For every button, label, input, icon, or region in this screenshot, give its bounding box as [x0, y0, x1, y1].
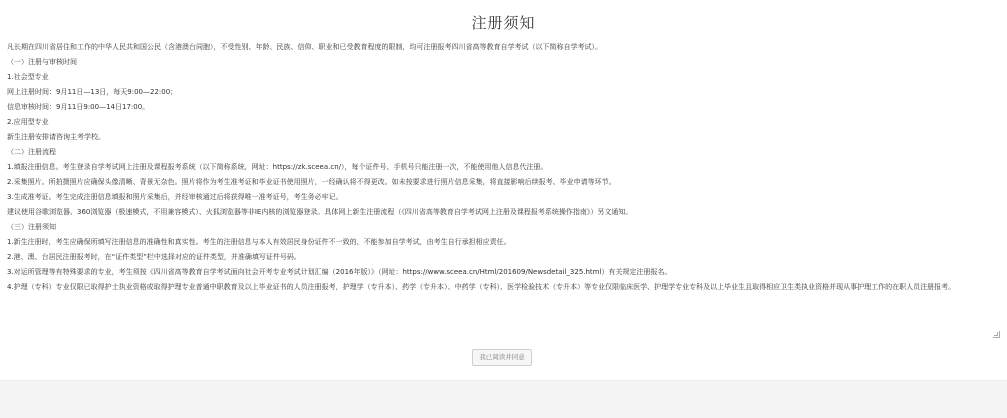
notice-line: 凡长期在四川省居住和工作的中华人民共和国公民（含港澳台同胞），不受性别、年龄、民族、信仰、职业和已受教育程度的限制，均可注册报考四川省高等教育自学考试（以下简称自学考试）。 [7, 43, 602, 51]
notice-textarea[interactable] [5, 40, 999, 340]
notice-line: 建议使用谷歌浏览器、360浏览器（极速模式，不用兼容模式）、火狐浏览器等非IE内核的浏览器登录。具体网上新生注册流程（《四川省高等教育自学考试网上注册及课程报考系统操作指南》）另文通知。 [7, 208, 633, 216]
notice-line: 3.生成准考证。考生完成注册信息填报和照片采集后，并经审核通过后将获得唯一准考证号，考生务必牢记。 [7, 193, 343, 201]
resize-grip-icon[interactable] [993, 331, 1000, 338]
notice-line: 4.护理（专科）专业仅限已取得护士执业资格或取得护理专业普通中职教育及以上毕业证书的人员注册报考，护理学（专升本）、药学（专升本）、中药学（专科）、医学检验技术（专升本）等专业仅限临床医学、护理学专业专科及以上毕业生且取得相应卫生类执业资格并现从事护理工作的在职人员注册报考。 [7, 283, 956, 291]
notice-line: 2.应用型专业 [7, 118, 49, 126]
notice-line: 1.新生注册时，考生应确保所填写注册信息的准确性和真实性。考生的注册信息与本人有效居民身份证件不一致的，不能参加自学考试，由考生自行承担相应责任。 [7, 238, 511, 246]
notice-line: 2.港、澳、台居民注册报考时，在“证件类型”栏中选择对应的证件类型，并准确填写证件号码。 [7, 253, 301, 261]
footer-band [0, 381, 1007, 418]
notice-line: （二）注册流程 [7, 148, 56, 156]
notice-line: （一）注册与审核时间 [7, 58, 77, 66]
notice-line: 2.采集照片。所拍摄照片应确保头像清晰、背景无杂色。照片将作为考生准考证和毕业证书使用照片，一经确认将不得更改。如未按要求进行照片信息采集，将直接影响后续报考、毕业申请等环节。 [7, 178, 616, 186]
page-title: 注册须知 [471, 14, 536, 32]
notice-line: 新生注册安排请咨询主考学校。 [7, 133, 105, 141]
notice-line: 信息审核时间：9月11日9:00—14日17:00。 [7, 103, 150, 111]
notice-line: 1.社会型专业 [7, 73, 49, 81]
notice-line: 1.填报注册信息。考生登录自学考试网上注册及课程报考系统（以下简称系统，网址：https://zk.sceea.cn/），每个证件号、手机号只能注册一次，不能使用他人信息代注册。 [7, 163, 548, 171]
notice-line: （三）注册须知 [7, 223, 56, 231]
agree-button[interactable]: 我已阅读并同意 [472, 349, 532, 366]
notice-line: 3.对运所管理等有特殊要求的专业，考生须按《四川省高等教育自学考试面向社会开考专业考试计划汇编（2016年版）》（网址：https://www.sceea.cn/Html/201609/Newsdetail_325.html）有关规定注册报名。 [7, 268, 672, 276]
notice-line: 网上注册时间：9月11日—13日，每天9:00—22:00； [7, 88, 178, 96]
